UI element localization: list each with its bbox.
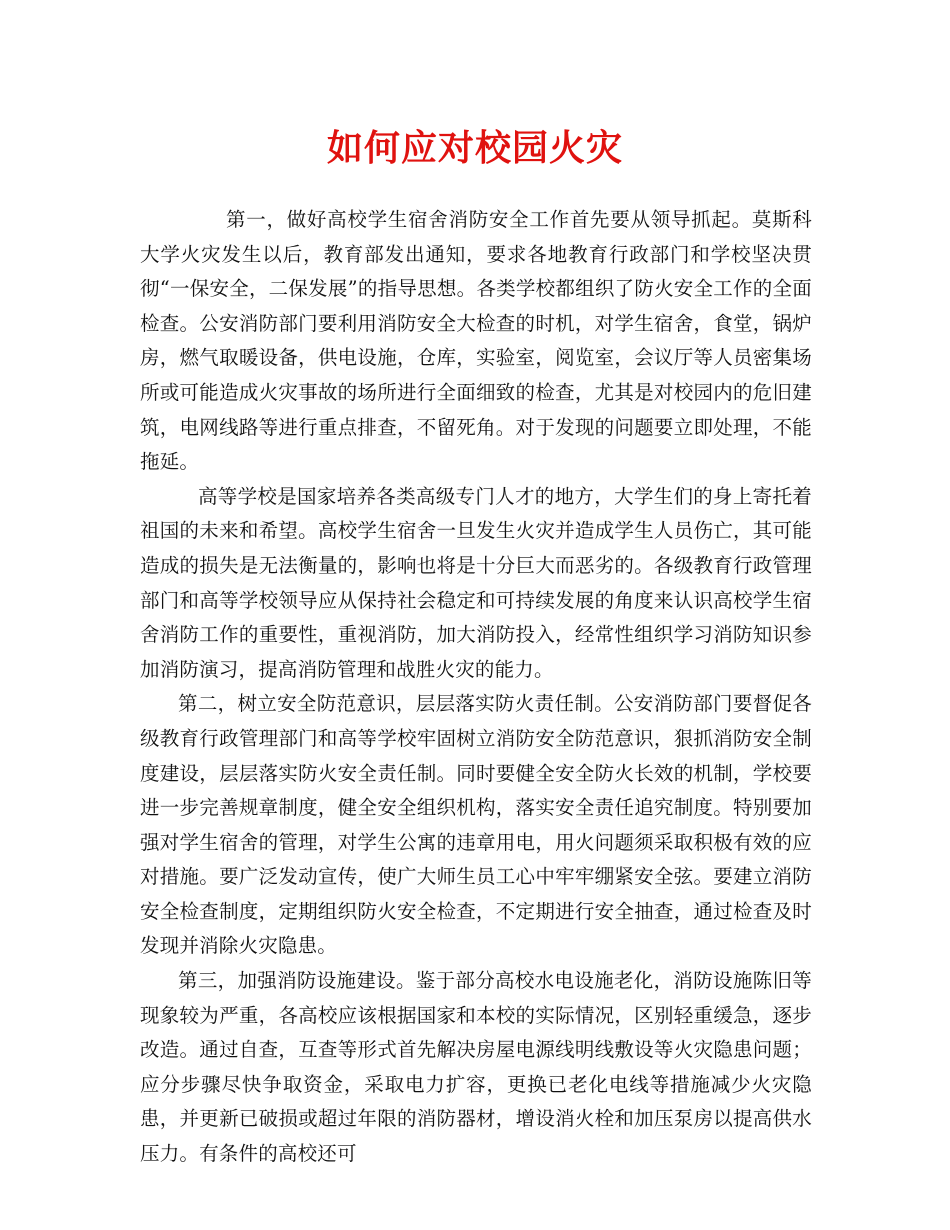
document-title: 如何应对校园火灾: [326, 127, 623, 169]
paragraph-3: 第二，树立安全防范意识，层层落实防火责任制。公安消防部门要督促各级教育行政管理部门和高等学校牢固树立消防安全防范意识，狠抓消防安全制度建设，层层落实防火安全责任制。同时要健全安全防火长效的机制，学校要进一步完善规章制度，健全安全组织机构，落实安全责任追究制度。特别要加强对学生宿舍的管理，对学生公寓的违章用电，用火问题须采取积极有效的应对措施。要广泛发动宣传，使广大师生员工心中牢牢绷紧安全弦。要建立消防安全检查制度，定期组织防火安全检查，不定期进行安全抽查，通过检查及时发现并消除火灾隐患。: [140, 692, 812, 958]
document-body: [140, 203, 812, 1172]
paragraph-2: 高等学校是国家培养各类高级专门人才的地方，大学生们的身上寄托着祖国的未来和希望。高校学生宿舍一旦发生火灾并造成学生人员伤亡，其可能造成的损失是无法衡量的，影响也将是十分巨大而恶劣的。各级教育行政管理部门和高等学校领导应从保持社会稳定和可持续发展的角度来认识高校学生宿舍消防工作的重要性，重视消防，加大消防投入，经常性组织学习消防知识参加消防演习，提高消防管理和战胜火灾的能力。: [140, 484, 812, 681]
paragraph-1: 第一，做好高校学生宿舍消防安全工作首先要从领导抓起。莫斯科大学火灾发生以后，教育部发出通知，要求各地教育行政部门和学校坚决贯彻“一保安全，二保发展”的指导思想。各类学校都组织了防火安全工作的全面检查。公安消防部门要利用消防安全大检查的时机，对学生宿舍，食堂，锅炉房，燃气取暖设备，供电设施，仓库，实验室，阅览室，会议厅等人员密集场所或可能造成火灾事故的场所进行全面细致的检查，尤其是对校园内的危旧建筑，电网线路等进行重点排查，不留死角。对于发现的问题要立即处理，不能拖延。: [140, 208, 812, 474]
paragraph-4: 第三，加强消防设施建设。鉴于部分高校水电设施老化，消防设施陈旧等现象较为严重，各高校应该根据国家和本校的实际情况，区别轻重缓急，逐步改造。通过自查，互查等形式首先解决房屋电源线明线敷设等火灾隐患问题；应分步骤尽快争取资金，采取电力扩容，更换已老化电线等措施减少火灾隐患，并更新已破损或超过年限的消防器材，增设消火栓和加压泵房以提高供水压力。有条件的高校还可: [140, 969, 812, 1166]
